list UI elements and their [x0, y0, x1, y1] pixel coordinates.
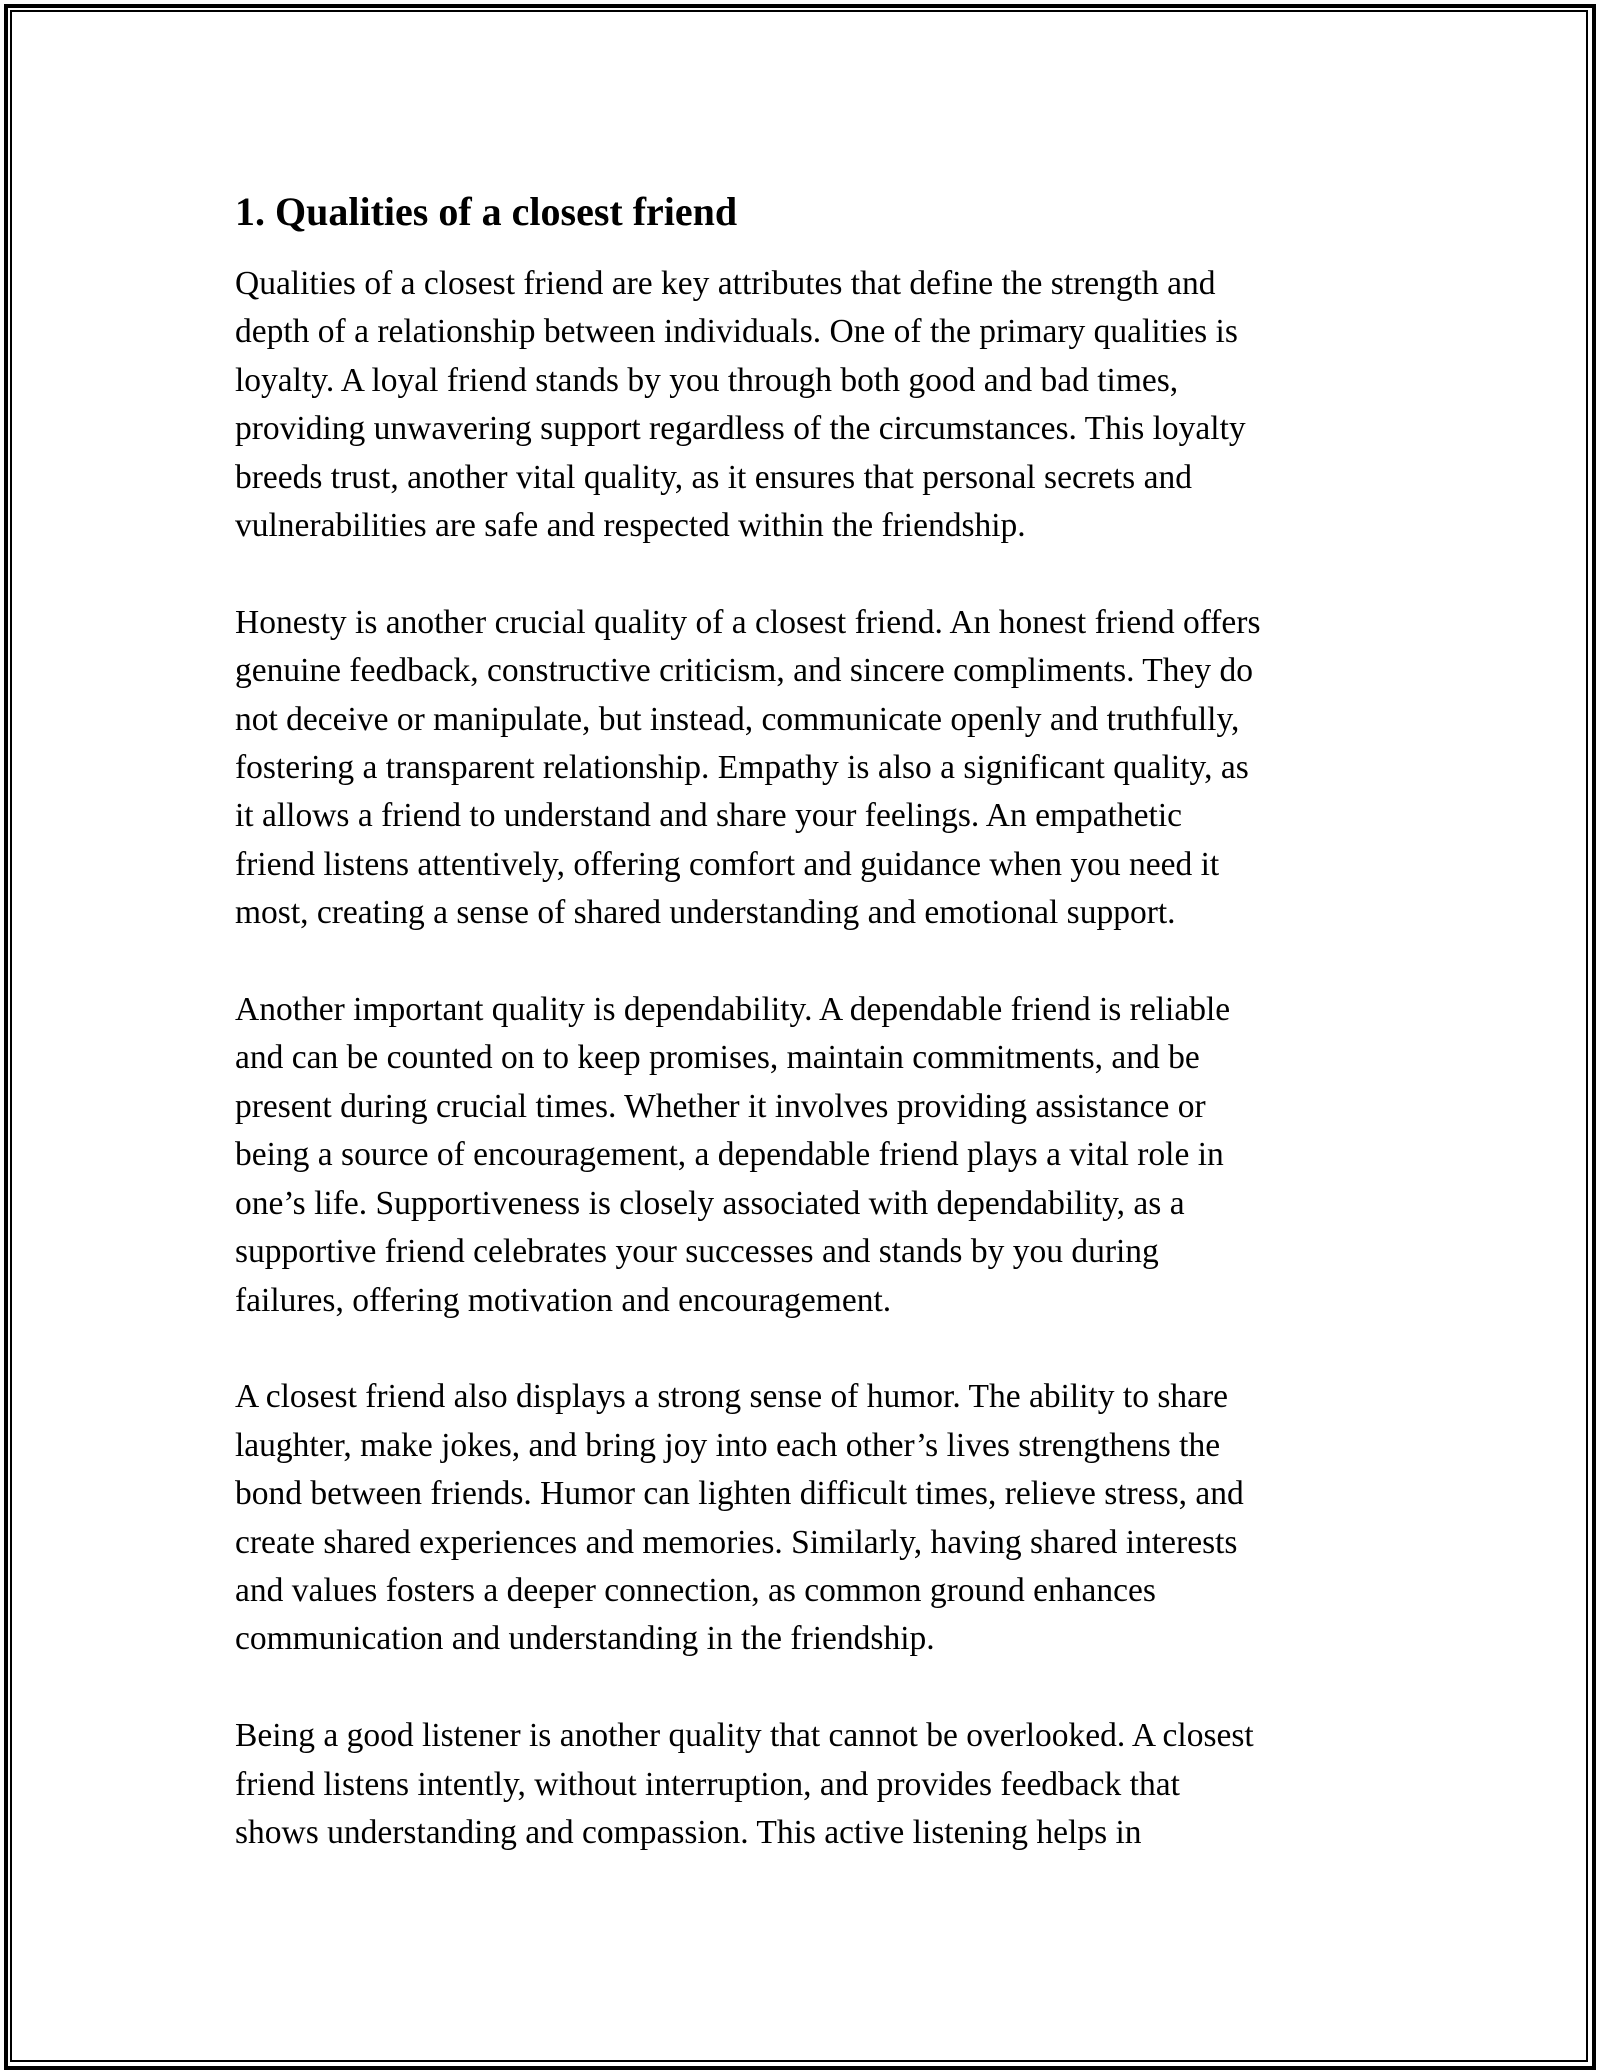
- paragraph-humor: [235, 1373, 1365, 1663]
- text-line: fostering a transparent relationship. Empathy is also a significant quality, as: [235, 749, 1249, 787]
- text-line: A closest friend also displays a strong sense of humor. The ability to share: [235, 1378, 1229, 1416]
- text-line: vulnerabilities are safe and respected within the friendship.: [235, 507, 1026, 545]
- text-line: genuine feedback, constructive criticism, and sincere compliments. They do: [235, 652, 1254, 690]
- text-line: present during crucial times. Whether it involves providing assistance or: [235, 1087, 1206, 1125]
- text-line: friend listens attentively, offering comfort and guidance when you need it: [235, 845, 1220, 883]
- text-line: most, creating a sense of shared understanding and emotional support.: [235, 894, 1176, 932]
- text-line: providing unwavering support regardless of the circumstances. This loyalty: [235, 410, 1246, 448]
- text-line: Qualities of a closest friend are key attributes that define the strength and: [235, 265, 1216, 302]
- text-line: create shared experiences and memories. Similarly, having shared interests: [235, 1523, 1238, 1561]
- text-line: shows understanding and compassion. This active listening helps in: [235, 1813, 1142, 1851]
- text-line: being a source of encouragement, a dependable friend plays a vital role in: [235, 1136, 1224, 1174]
- text-line: and values fosters a deeper connection, as common ground enhances: [235, 1571, 1156, 1609]
- paragraph-honesty: [235, 599, 1365, 938]
- text-line: failures, offering motivation and encouragement.: [235, 1281, 892, 1319]
- text-line: one’s life. Supportiveness is closely associated with dependability, as a: [235, 1184, 1185, 1222]
- text-line: friend listens intently, without interruption, and provides feedback that: [235, 1765, 1180, 1803]
- text-line: Honesty is another crucial quality of a closest friend. An honest friend offers: [235, 603, 1261, 641]
- text-line: laughter, make jokes, and bring joy into each other’s lives strengthens the: [235, 1426, 1221, 1464]
- document-body: [235, 188, 1365, 1906]
- section-heading: 1. Qualities of a closest friend: [235, 189, 738, 234]
- text-line: breeds trust, another vital quality, as it ensures that personal secrets and: [235, 458, 1192, 496]
- text-line: and can be counted on to keep promises, maintain commitments, and be: [235, 1039, 1200, 1077]
- text-line: bond between friends. Humor can lighten difficult times, relieve stress, and: [235, 1475, 1244, 1513]
- paragraph-listener: [235, 1712, 1365, 1857]
- text-line: loyalty. A loyal friend stands by you through both good and bad times,: [235, 361, 1179, 399]
- text-line: not deceive or manipulate, but instead, communicate openly and truthfully,: [235, 700, 1240, 738]
- text-line: communication and understanding in the friendship.: [235, 1620, 935, 1658]
- text-line: Another important quality is dependability. A dependable friend is reliable: [235, 991, 1231, 1029]
- text-line: depth of a relationship between individuals. One of the primary qualities is: [235, 313, 1238, 351]
- text-line: supportive friend celebrates your successes and stands by you during: [235, 1233, 1159, 1271]
- text-line: Being a good listener is another quality that cannot be overlooked. A closest: [235, 1717, 1254, 1755]
- text-line: it allows a friend to understand and share your feelings. An empathetic: [235, 797, 1183, 835]
- paragraph-loyalty: [235, 260, 1365, 550]
- paragraph-dependability: [235, 986, 1365, 1325]
